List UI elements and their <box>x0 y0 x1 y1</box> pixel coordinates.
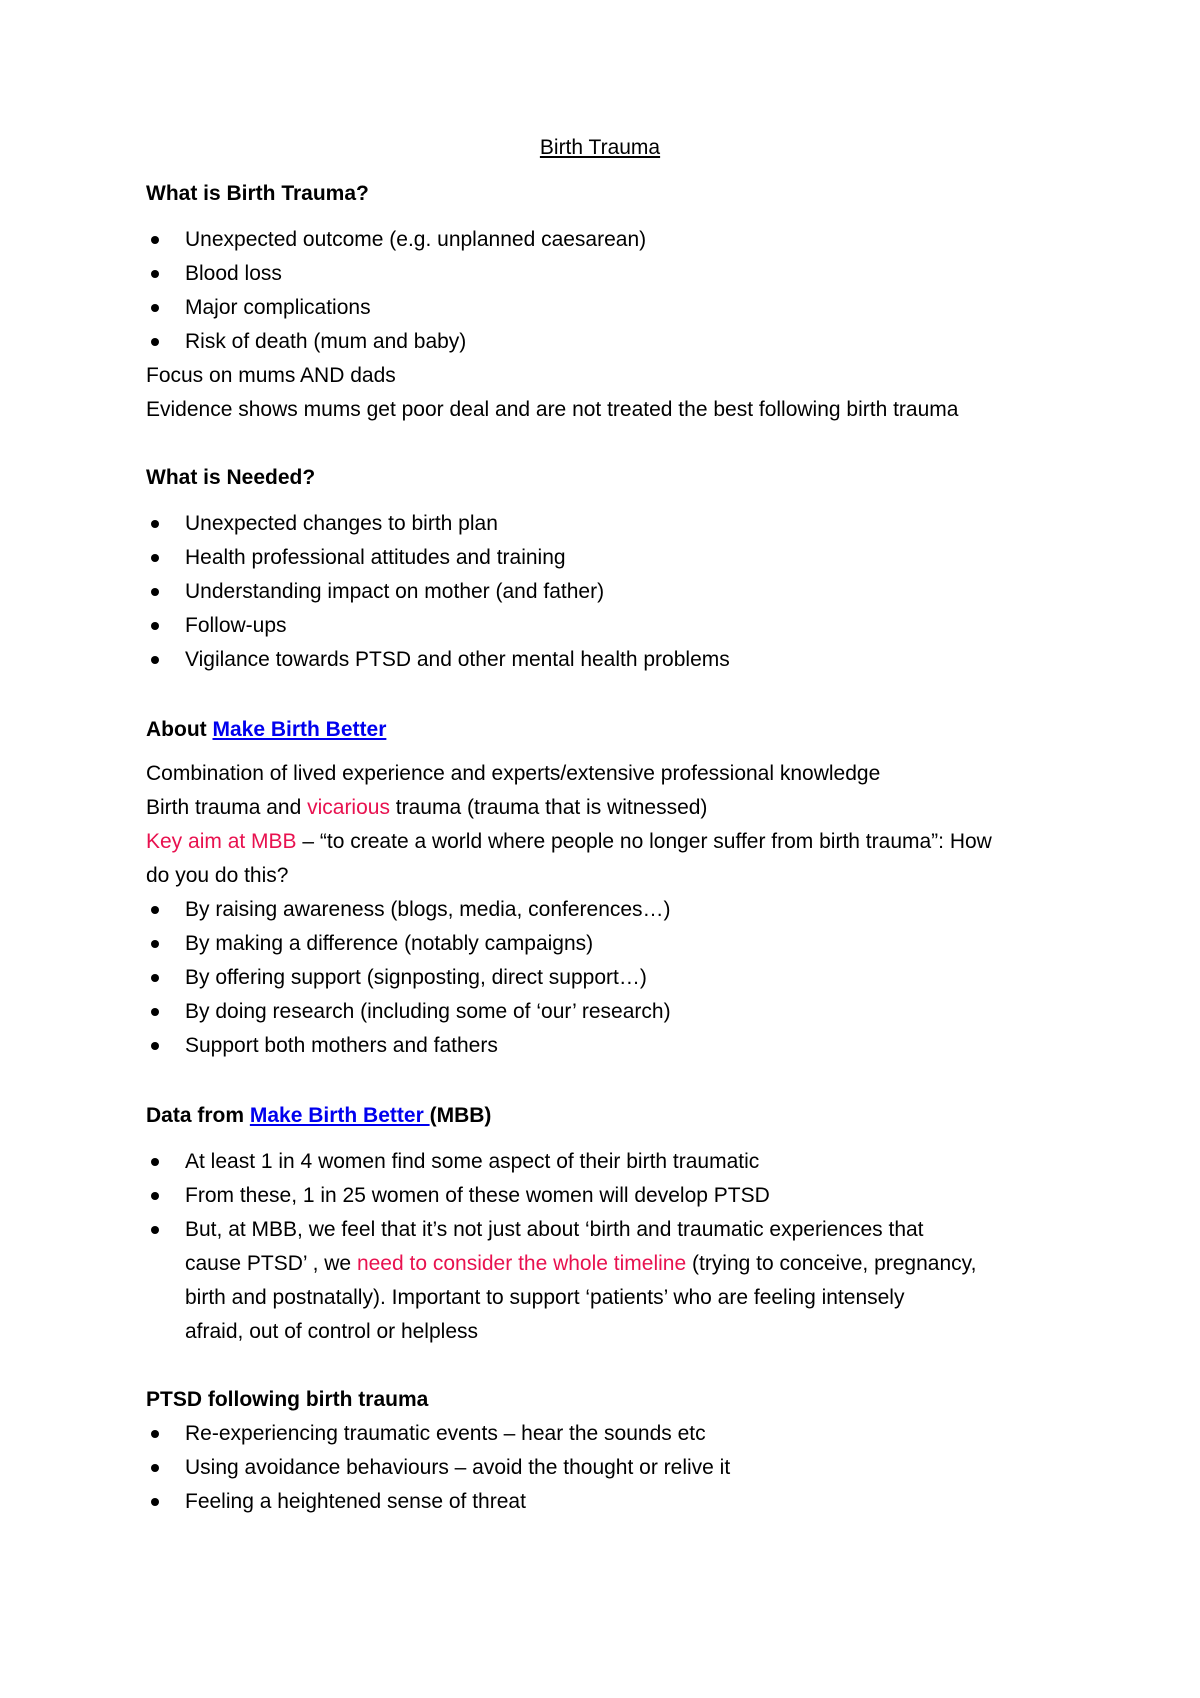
section-heading-what-is-birth-trauma: What is Birth Trauma? <box>146 182 369 205</box>
section-heading-ptsd: PTSD following birth trauma <box>146 1388 429 1411</box>
list-item: Unexpected changes to birth plan <box>185 510 498 538</box>
list-item-continuation: birth and postnatally). Important to support ‘patients’ who are feeling intensely <box>185 1286 905 1309</box>
section-heading-data-from: Data from Make Birth Better (MBB) <box>146 1104 492 1127</box>
list-item: Feeling a heightened sense of threat <box>185 1488 526 1516</box>
list-item: From these, 1 in 25 women of these women will develop PTSD <box>185 1182 770 1210</box>
bullet-icon <box>151 656 159 664</box>
paragraph-line: Key aim at MBB – “to create a world where people no longer suffer from birth trauma”: How <box>146 830 992 853</box>
bullet-icon <box>151 236 159 244</box>
list-item: Understanding impact on mother (and father) <box>185 578 604 606</box>
list-item: Unexpected outcome (e.g. unplanned caesarean) <box>185 226 646 254</box>
bullet-icon <box>151 1192 159 1200</box>
bullet-icon <box>151 1498 159 1506</box>
bullet-icon <box>151 622 159 630</box>
list-item: By doing research (including some of ‘our’ research) <box>185 998 671 1026</box>
bullet-icon <box>151 1158 159 1166</box>
make-birth-better-link[interactable]: Make Birth Better <box>249 1104 430 1127</box>
section-heading-about: About Make Birth Better <box>146 718 387 741</box>
list-item: Support both mothers and fathers <box>185 1032 498 1060</box>
list-item: By raising awareness (blogs, media, conferences…) <box>185 896 671 924</box>
page-title: Birth Trauma <box>539 136 661 159</box>
bullet-icon <box>151 1008 159 1016</box>
list-item: Re-experiencing traumatic events – hear the sounds etc <box>185 1420 706 1448</box>
list-item: Follow-ups <box>185 612 287 640</box>
bullet-icon <box>151 588 159 596</box>
list-item: But, at MBB, we feel that it’s not just about ‘birth and traumatic experiences that <box>185 1216 924 1244</box>
highlighted-text: vicarious <box>307 796 390 819</box>
highlighted-text: need to consider the whole timeline <box>356 1252 687 1275</box>
bullet-icon <box>151 338 159 346</box>
list-item: Risk of death (mum and baby) <box>185 328 466 356</box>
list-item-continuation: afraid, out of control or helpless <box>185 1320 478 1343</box>
list-item: Major complications <box>185 294 371 322</box>
bullet-icon <box>151 270 159 278</box>
list-item: By offering support (signposting, direct support…) <box>185 964 647 992</box>
bullet-icon <box>151 1430 159 1438</box>
paragraph-line: do you do this? <box>146 864 289 887</box>
paragraph-line: Birth trauma and vicarious trauma (trauma that is witnessed) <box>146 796 708 819</box>
list-item: Using avoidance behaviours – avoid the thought or relive it <box>185 1454 730 1482</box>
bullet-icon <box>151 520 159 528</box>
list-item: By making a difference (notably campaigns) <box>185 930 593 958</box>
list-item: At least 1 in 4 women find some aspect of their birth traumatic <box>185 1148 759 1176</box>
bullet-icon <box>151 554 159 562</box>
bullet-icon <box>151 1226 159 1234</box>
bullet-icon <box>151 906 159 914</box>
list-item: Blood loss <box>185 260 282 288</box>
section-heading-what-is-needed: What is Needed? <box>146 466 316 489</box>
paragraph-line: Combination of lived experience and experts/extensive professional knowledge <box>146 762 881 785</box>
make-birth-better-link[interactable]: Make Birth Better <box>212 718 387 741</box>
bullet-icon <box>151 974 159 982</box>
list-item: Health professional attitudes and training <box>185 544 566 572</box>
paragraph-line: Focus on mums AND dads <box>146 364 396 387</box>
list-item-continuation: cause PTSD’ , we need to consider the whole timeline (trying to conceive, pregnancy, <box>185 1252 977 1275</box>
list-item: Vigilance towards PTSD and other mental health problems <box>185 646 730 674</box>
bullet-icon <box>151 1042 159 1050</box>
bullet-icon <box>151 304 159 312</box>
paragraph-line: Evidence shows mums get poor deal and are not treated the best following birth trauma <box>146 398 959 421</box>
bullet-icon <box>151 1464 159 1472</box>
highlighted-text: Key aim at MBB <box>146 830 297 853</box>
bullet-icon <box>151 940 159 948</box>
